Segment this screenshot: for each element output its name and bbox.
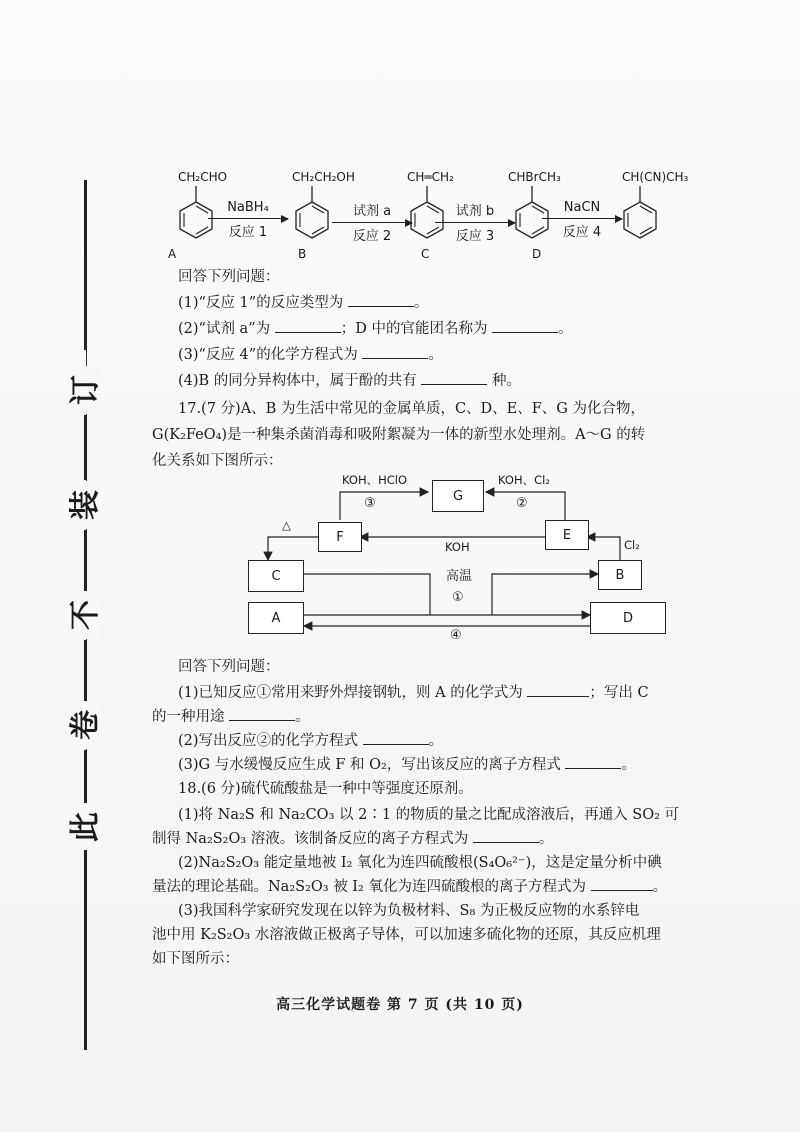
answer-blank[interactable]: [363, 730, 429, 745]
box-b: B: [598, 560, 642, 590]
reaction-scheme: [150, 170, 750, 270]
condition: 反应 2: [352, 229, 392, 244]
label-delta: △: [282, 518, 291, 532]
q16-part4-text-a: (4)B 的同分异构体中，属于酚的共有: [178, 373, 417, 389]
reagent: 试剂 a: [352, 204, 392, 219]
box-c: C: [248, 560, 304, 592]
reaction-arrow-3: [435, 200, 515, 244]
answer-blank[interactable]: [275, 318, 341, 333]
q17-part1: [178, 682, 649, 704]
molecule-label: D: [532, 247, 542, 261]
answer-blank[interactable]: [473, 828, 539, 843]
label-step-2: ②: [516, 496, 528, 511]
benzene-ring-icon: [290, 184, 334, 248]
period: 。: [538, 831, 554, 847]
q16-part1: [178, 292, 428, 314]
substituent: CH₂CHO: [178, 170, 228, 184]
period: 。: [621, 757, 636, 773]
molecule-label: B: [298, 247, 307, 261]
period: 。: [295, 709, 310, 725]
molecule-label: C: [421, 247, 430, 261]
q18-part1-line1: (1)将 Na₂S 和 Na₂CO₃ 以 2∶1 的物质的量之比配成溶液后，再通入 SO₂ 可: [178, 807, 680, 823]
label-step-4: ④: [450, 628, 462, 643]
q18-part3-line3: 如下图所示：: [152, 951, 239, 967]
label-koh: KOH: [445, 540, 470, 554]
arrow-icon: [208, 218, 288, 219]
conversion-diagram: [240, 470, 670, 650]
q16-part2: [178, 318, 573, 340]
q17-part3-text: (3)G 与水缓慢反应生成 F 和 O₂，写出该反应的离子方程式: [178, 757, 561, 773]
q16-part1-text: (1)“反应 1”的反应类型为: [178, 295, 344, 311]
binding-word-ding: 订: [71, 366, 101, 414]
answer-blank[interactable]: [362, 344, 428, 359]
label-koh-hclo: KOH、HClO: [342, 473, 408, 487]
binding-dash: [84, 640, 87, 705]
q18-heading: 18.(6 分)硫代硫酸盐是一种中等强度还原剂。: [178, 781, 473, 797]
q17-part2-text: (2)写出反应②的化学方程式: [178, 733, 359, 749]
reaction-arrow-2: [332, 200, 412, 244]
reagent: 试剂 b: [455, 204, 495, 219]
label-gaowen: 高温: [446, 569, 473, 584]
q16-part3-text: (3)“反应 4”的化学方程式为: [178, 347, 358, 363]
period: 。: [413, 295, 429, 311]
binding-word-bu: 不: [71, 591, 101, 639]
answer-blank[interactable]: [229, 706, 295, 721]
box-d: D: [590, 602, 666, 634]
reagent: NaBH₄: [227, 200, 269, 215]
q17-part1-text-c: 的一种用途: [152, 709, 225, 725]
binding-word-juan: 卷: [71, 701, 101, 749]
answer-blank[interactable]: [348, 292, 414, 307]
q17-line1: 17.(7 分)A、B 为生活中常见的金属单质，C、D、E、F、G 为化合物，: [178, 401, 645, 417]
q18-part3-line1: (3)我国科学家研究发现在以锌为负极材料、S₈ 为正极反应物的水系锌电: [178, 903, 640, 919]
arrow-icon: [435, 222, 515, 223]
reagent: NaCN: [563, 200, 601, 215]
label-step-3: ③: [364, 496, 376, 511]
q17-part3: [178, 754, 636, 776]
condition: 反应 4: [562, 225, 602, 240]
period: 。: [558, 321, 573, 337]
q17-intro: 回答下列问题：: [178, 659, 280, 675]
reaction-arrow-1: [208, 200, 288, 240]
q16-part4-text-b: 种。: [492, 373, 522, 389]
substituent: CH₂CH₂OH: [292, 170, 355, 184]
binding-dash: [84, 850, 87, 1050]
binding-dash: [84, 530, 87, 595]
binding-word-ci: 此: [71, 803, 101, 851]
q18-part1-text: 制得 Na₂S₂O₃ 溶液。该制备反应的离子方程式为: [152, 831, 469, 847]
benzene-ring-icon: [618, 184, 662, 248]
q17-part1-text-a: (1)已知反应①常用来野外焊接钢轨，则 A 的化学式为: [178, 685, 523, 701]
binding-dash: [84, 750, 87, 805]
arrow-icon: [332, 222, 412, 223]
q17-part1-cont: [152, 706, 310, 728]
answer-blank[interactable]: [421, 370, 487, 385]
period: 。: [652, 879, 668, 895]
binding-word-zhuang: 装: [71, 481, 101, 529]
reaction-arrow-4: [542, 200, 622, 240]
answer-blank[interactable]: [591, 876, 653, 891]
arrow-icon: [542, 218, 622, 219]
q18-part3-line2: 池中用 K₂S₂O₃ 水溶液做正极离子导体，可以加速多硫化物的还原，其反应机理: [152, 927, 661, 943]
substituent: CHBrCH₃: [508, 170, 561, 184]
substituent: CH═CH₂: [407, 170, 454, 184]
answer-blank[interactable]: [565, 754, 621, 769]
q16-part4: [178, 370, 521, 392]
q17-line2: G(K₂FeO₄)是一种集杀菌消毒和吸附絮凝为一体的新型水处理剂。A～G 的转: [152, 427, 646, 443]
q18-part2-line1: (2)Na₂S₂O₃ 能定量地被 I₂ 氧化为连四硫酸根(S₄O₆²⁻)，这是定量分析中碘: [178, 855, 662, 871]
label-cl2: Cl₂: [624, 538, 640, 552]
period: 。: [428, 347, 443, 363]
label-koh-cl2: KOH、Cl₂: [498, 473, 550, 487]
q16-part3: [178, 344, 443, 366]
q16-intro: 回答下列问题：: [178, 269, 280, 285]
page-footer: 高三化学试题卷 第 7 页 (共 10 页): [276, 997, 524, 1013]
binding-dash: [84, 415, 87, 480]
label-step-1: ①: [452, 590, 464, 605]
box-f: F: [318, 522, 362, 552]
answer-blank[interactable]: [527, 682, 589, 697]
q18-part1-line2: [152, 828, 553, 850]
q18-part2-text: 量法的理论基础。Na₂S₂O₃ 被 I₂ 氧化为连四硫酸根的离子方程式为: [152, 879, 586, 895]
binding-dash: [84, 180, 87, 350]
q18-part2-line2: [152, 876, 667, 898]
answer-blank[interactable]: [492, 318, 558, 333]
period: 。: [428, 733, 444, 749]
condition: 反应 3: [455, 229, 495, 244]
box-a: A: [248, 602, 304, 634]
molecule-label: A: [168, 247, 177, 261]
q17-line3: 化关系如下图所示：: [152, 453, 283, 469]
q17-part1-text-b: ；写出 C: [589, 685, 649, 701]
condition: 反应 1: [228, 225, 268, 240]
substituent: CH(CN)CH₃: [622, 170, 689, 184]
q16-part2-text-b: ；D 中的官能团名称为: [340, 321, 488, 337]
q17-part2: [178, 730, 443, 752]
box-g: G: [432, 480, 484, 512]
q16-part2-text-a: (2)“试剂 a”为: [178, 321, 271, 337]
box-e: E: [545, 520, 589, 550]
